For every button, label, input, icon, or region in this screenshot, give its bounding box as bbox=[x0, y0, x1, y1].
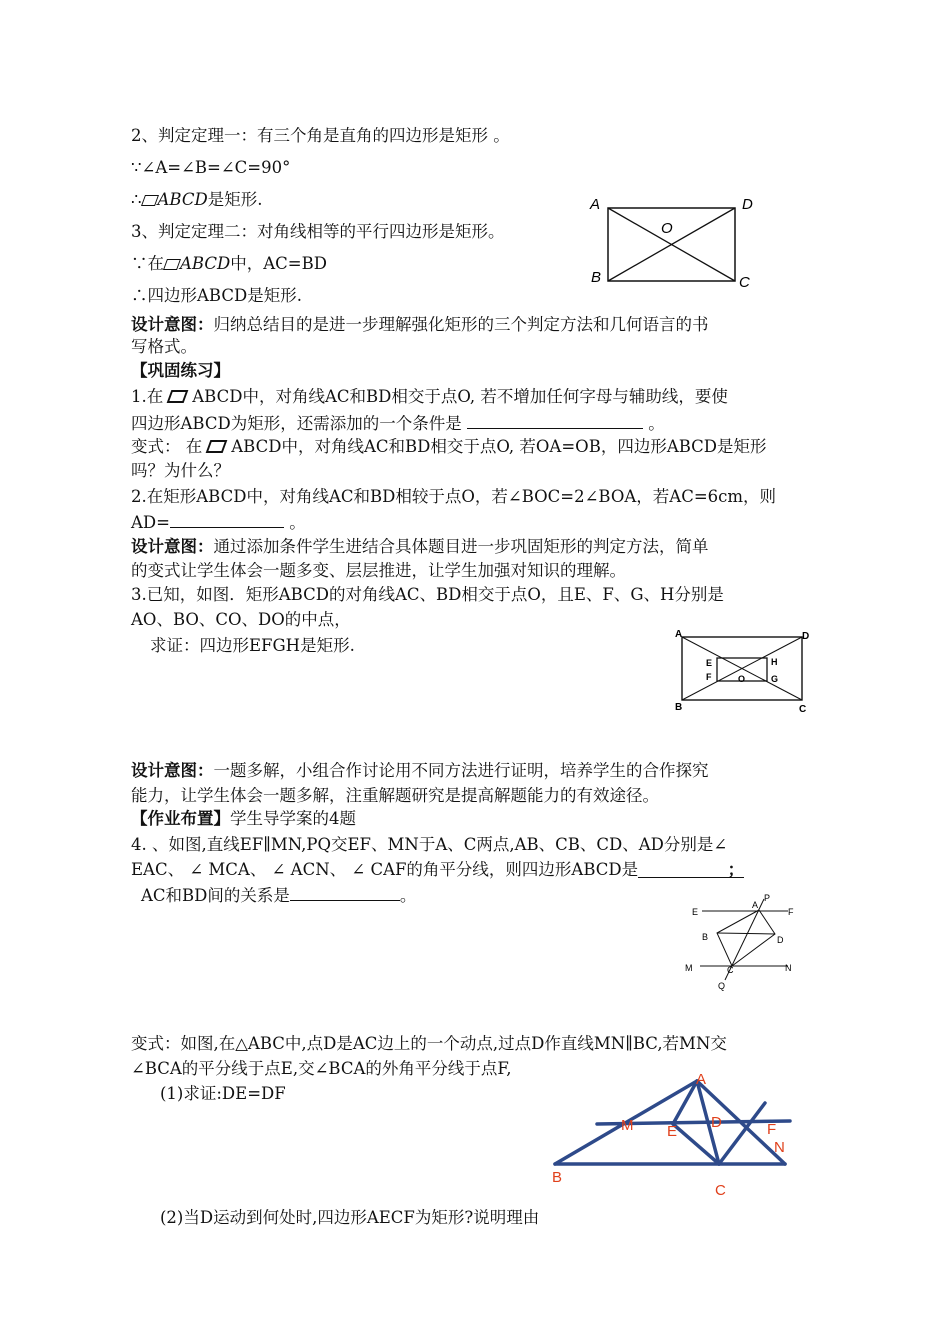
question-3-line-1: 3.已知，如图．矩形ABCD的对角线AC、BD相交于点O，且E、F、G、H分别是 bbox=[131, 585, 724, 604]
design-intent-2-cont: 的变式让学生体会一题多变、层层推进，让学生加强对知识的理解。 bbox=[131, 561, 626, 580]
conclusion-2-line: ∴四边形ABCD是矩形. bbox=[131, 286, 302, 305]
parallelogram-symbol bbox=[167, 390, 189, 403]
conclusion-1-line: ∴ ABCD是矩形. bbox=[131, 190, 263, 209]
question-4-line-2: EAC、 ∠ MCA、 ∠ ACN、 ∠ CAF的角平分线，则四边形ABCD是 ； bbox=[131, 860, 745, 879]
label-n: N bbox=[785, 963, 792, 973]
label-c: C bbox=[799, 704, 807, 715]
parallelogram-symbol bbox=[163, 259, 181, 270]
label-c: C bbox=[727, 965, 734, 975]
design-intent-3: 设计意图：一题多解，小组合作讨论用不同方法进行证明，培养学生的合作探究 bbox=[131, 761, 709, 780]
figure-parallel-lines bbox=[680, 893, 805, 993]
label-e: E bbox=[667, 1123, 678, 1140]
label-c: C bbox=[715, 1182, 726, 1199]
label-e: E bbox=[692, 907, 699, 917]
label-a: A bbox=[590, 196, 601, 213]
variant-2-part-1: (1)求证:DE=DF bbox=[160, 1084, 286, 1103]
homework-line: 【作业布置】学生导学案的4题 bbox=[131, 809, 356, 828]
label-a: A bbox=[696, 1071, 707, 1088]
answer-blank[interactable] bbox=[290, 884, 400, 901]
label-m: M bbox=[685, 963, 693, 973]
label-h: H bbox=[771, 657, 778, 667]
question-3-line-2: AO、BO、CO、DO的中点， bbox=[131, 610, 351, 629]
variant-2-line-1: 变式：如图,在△ABC中,点D是AC边上的一个动点,过点D作直线MN∥BC,若MN交 bbox=[131, 1034, 727, 1053]
question-2-line-1: 2.在矩形ABCD中，对角线AC和BD相较于点O，若∠BOC=2∠BOA，若AC=6cm，则 bbox=[131, 487, 777, 506]
label-d: D bbox=[802, 631, 810, 642]
design-intent-1: 设计意图：归纳总结目的是进一步理解强化矩形的三个判定方法和几何语言的书 bbox=[131, 315, 709, 334]
figure-rectangle-abcd bbox=[585, 190, 760, 295]
given-angles-line: ∵∠A=∠B=∠C=90° bbox=[131, 158, 291, 177]
question-4-line-3: AC和BD间的关系是 。 bbox=[141, 886, 417, 905]
figure-rectangle-efgh bbox=[672, 625, 817, 720]
label-f: F bbox=[767, 1121, 777, 1138]
question-1-line-2: 四边形ABCD为矩形，还需添加的一个条件是 。 bbox=[131, 414, 665, 433]
design-intent-3-cont: 能力，让学生体会一题多解，注重解题研究是提高解题能力的有效途径。 bbox=[131, 786, 659, 805]
label-o: O bbox=[738, 674, 746, 684]
variant-1-line-2: 吗？为什么？ bbox=[131, 461, 230, 480]
label-e: E bbox=[706, 658, 713, 668]
variant-2-part-2: (2)当D运动到何处时,四边形AECF为矩形?说明理由 bbox=[160, 1208, 540, 1227]
theorem-2-line: 3、判定定理二：对角线相等的平行四边形是矩形。 bbox=[131, 222, 505, 241]
label-b: B bbox=[702, 932, 709, 942]
label-b: B bbox=[591, 269, 602, 286]
label-b: B bbox=[552, 1169, 563, 1186]
question-3-prove: 求证：四边形EFGH是矩形. bbox=[150, 636, 355, 655]
consolidate-heading: 【巩固练习】 bbox=[131, 361, 230, 380]
quadrilateral-abcd bbox=[717, 910, 775, 966]
label-b: B bbox=[675, 702, 683, 713]
answer-blank[interactable] bbox=[467, 412, 643, 429]
label-m: M bbox=[621, 1117, 634, 1134]
label-d: D bbox=[777, 935, 784, 945]
exterior-bisector-cf bbox=[719, 1103, 765, 1164]
answer-blank[interactable]: ； bbox=[638, 859, 744, 878]
label-q: Q bbox=[718, 981, 726, 991]
segment-bd bbox=[717, 933, 775, 934]
design-intent-2: 设计意图：通过添加条件学生进结合具体题目进一步巩固矩形的判定方法，简单 bbox=[131, 537, 709, 556]
figure-triangle-abc bbox=[545, 1068, 805, 1203]
design-intent-1-cont: 写格式。 bbox=[131, 337, 197, 356]
question-2-line-2: AD= 。 bbox=[131, 513, 306, 532]
label-n: N bbox=[774, 1139, 785, 1156]
given-diagonals-line: ∵在 ABCD中，AC=BD bbox=[131, 254, 327, 273]
label-g: G bbox=[771, 674, 779, 684]
parallelogram-symbol bbox=[140, 195, 158, 206]
label-c: C bbox=[739, 274, 750, 291]
label-d: D bbox=[742, 196, 753, 213]
question-1-line-1: 1.在 ABCD中，对角线AC和BD相交于点O, 若不增加任何字母与辅助线，要使 bbox=[131, 387, 728, 406]
label-a: A bbox=[752, 900, 759, 910]
label-d: D bbox=[711, 1114, 722, 1131]
parallelogram-symbol bbox=[206, 440, 228, 453]
theorem-1-line: 2、判定定理一：有三个角是直角的四边形是矩形 。 bbox=[131, 126, 510, 145]
label-f: F bbox=[706, 672, 712, 682]
variant-2-line-2: ∠BCA的平分线于点E,交∠BCA的外角平分线于点F, bbox=[131, 1059, 512, 1078]
label-a: A bbox=[675, 629, 683, 640]
question-4-line-1: 4. 、如图,直线EF∥MN,PQ交EF、MN于A、C两点,AB、CB、CD、AD分别是∠ bbox=[131, 835, 728, 854]
label-p: P bbox=[764, 893, 771, 903]
variant-1-line-1: 变式： 在 ABCD中，对角线AC和BD相交于点O, 若OA=OB，四边形ABCD是矩形 bbox=[131, 437, 767, 456]
label-o: O bbox=[661, 220, 673, 237]
answer-blank[interactable] bbox=[170, 511, 284, 528]
label-f: F bbox=[788, 907, 794, 917]
